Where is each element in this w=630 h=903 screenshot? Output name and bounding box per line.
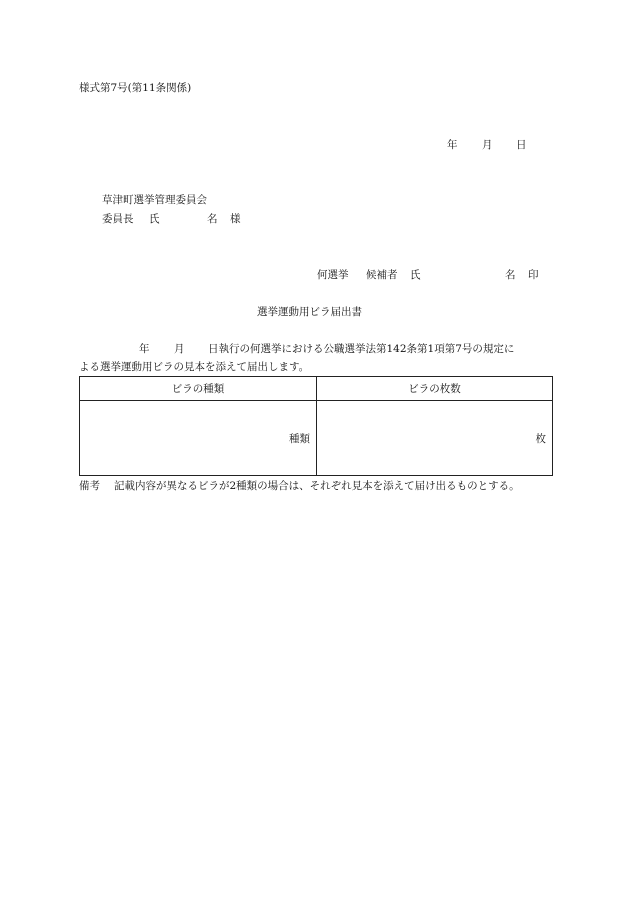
applicant-surname-label: 氏 bbox=[410, 269, 421, 281]
applicant-election: 何選挙 bbox=[317, 269, 349, 281]
body-line1: 日執行の何選挙における公職選挙法第142条第1項第7号の規定に bbox=[208, 343, 515, 355]
cell-leaflet-count: 枚 bbox=[317, 401, 553, 476]
applicant-role: 候補者 bbox=[366, 269, 398, 281]
body-year-label: 年 bbox=[139, 343, 150, 355]
addressee-honorific: 様 bbox=[230, 213, 241, 225]
body-month-label: 月 bbox=[174, 343, 185, 355]
date-month-label: 月 bbox=[482, 139, 493, 151]
addressee-committee: 草津町選挙管理委員会 bbox=[102, 194, 207, 206]
addressee-given-name-label: 名 bbox=[207, 213, 218, 225]
body-line2: よる選挙運動用ビラの見本を添えて届出します。 bbox=[79, 361, 310, 373]
cell-leaflet-type: 種類 bbox=[80, 401, 317, 476]
form-number: 様式第7号(第11条関係) bbox=[79, 82, 192, 94]
addressee-chair: 委員長 bbox=[102, 213, 134, 225]
header-leaflet-type: ビラの種類 bbox=[80, 377, 317, 401]
table-row bbox=[80, 401, 553, 476]
applicant-given-name-label: 名 bbox=[505, 269, 516, 281]
date-year-label: 年 bbox=[447, 139, 458, 151]
addressee-surname-label: 氏 bbox=[149, 213, 160, 225]
document-title: 選挙運動用ビラ届出書 bbox=[257, 306, 362, 318]
table-header-row bbox=[80, 377, 553, 401]
date-day-label: 日 bbox=[516, 139, 527, 151]
note-text: 記載内容が異なるビラが2種類の場合は、それぞれ見本を添えて届け出るものとする。 bbox=[114, 480, 520, 492]
header-leaflet-count: ビラの枚数 bbox=[317, 377, 553, 401]
leaflet-table bbox=[79, 376, 553, 476]
applicant-seal-label: 印 bbox=[528, 269, 539, 281]
note-label: 備考 bbox=[79, 480, 100, 492]
